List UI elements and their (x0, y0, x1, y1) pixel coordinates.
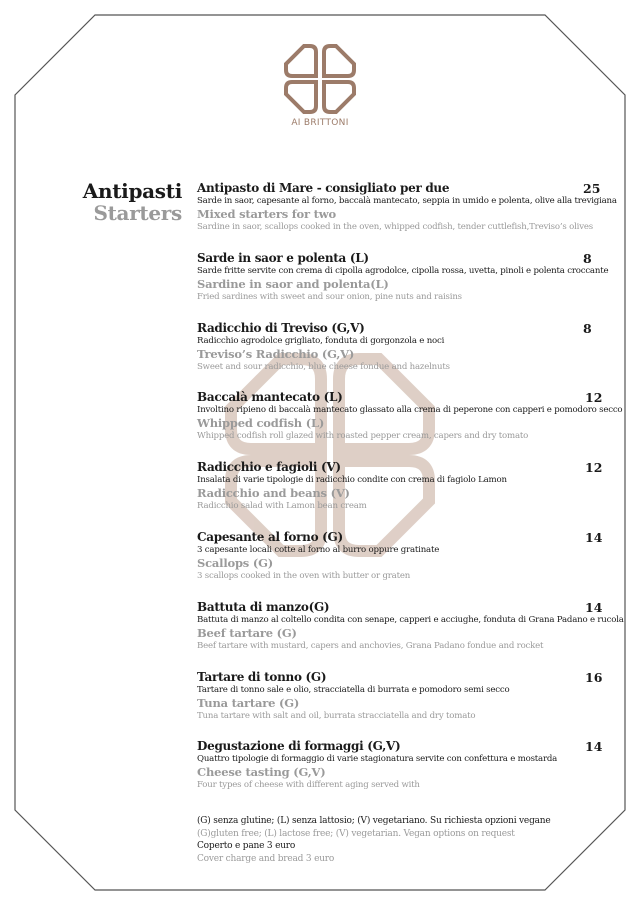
item-name: Sarde in saor e polenta (L) (197, 250, 369, 265)
item-price: 25 (583, 181, 601, 196)
item-description: Quattro tipologie di formaggio di varie stagionatura servite con confettura e mostarda (197, 754, 558, 765)
item-name-en: Cheese tasting (G,V) (197, 765, 326, 780)
item-price: 8 (583, 320, 592, 336)
item-price: 14 (585, 529, 603, 545)
item-description: Battuta di manzo al coltello condita con senape, capperi e acciughe, fonduta di Grana Padano e rucola (197, 614, 624, 625)
cover-charge-en: Cover charge and bread 3 euro (197, 854, 335, 865)
item-name: Tartare di tonno (G) (197, 669, 327, 684)
item-name-en: Radicchio and beans (V) (197, 486, 350, 501)
item-name-en: Whipped codfish (L) (197, 416, 325, 431)
item-price: 12 (585, 390, 603, 406)
item-description-en: 3 scallops cooked in the oven with butter or graten (197, 570, 411, 581)
allergens-it: (G) senza glutine; (L) senza lattosio; (V) vegetariano. Su richiesta opzioni vegane (197, 816, 551, 826)
menu-item (197, 530, 603, 600)
logo-mark-icon (280, 40, 360, 116)
item-description-en: Sweet and sour radicchio, blue cheese fondue and hazelnuts (197, 361, 450, 372)
item-name-en: Beef tartare (G) (197, 625, 297, 640)
cover-charge-it: Coperto e pane 3 euro (197, 841, 296, 852)
item-name-en: Scallops (G) (197, 555, 273, 570)
allergen-legend (197, 815, 551, 866)
menu-item (197, 670, 603, 740)
item-price: 12 (585, 460, 603, 476)
item-description: Involtino ripieno di baccalà mantecato glassato alla crema di peperone con capperi e pomodoro secco (197, 405, 623, 416)
brand-logo (280, 40, 360, 135)
item-description: Sarde fritte servite con crema di cipolla agrodolce, cipolla rossa, uvetta, pinoli e polenta croccante (197, 265, 609, 276)
menu-item (197, 739, 603, 809)
item-description-en: Sardine in saor, scallops cooked in the oven, whipped codfish, tender cuttlefish,Treviso’s olives (197, 222, 593, 232)
section-title-it: Antipasti (82, 179, 182, 203)
item-description-en: Tuna tartare with salt and oil, burrata stracciatella and dry tomato (197, 710, 476, 721)
section-heading (83, 180, 182, 224)
item-description-en: Whipped codfish roll glazed with roasted pepper cream, capers and dry tomato (197, 431, 529, 442)
item-description-en: Radicchio salad with Lamon bean cream (197, 501, 367, 512)
item-description: 3 capesante locali cotte al forno al burro oppure gratinate (197, 544, 440, 555)
section-title-en: Starters (93, 201, 182, 225)
item-description: Sarde in saor, capesante al forno, baccalà mantecato, seppia in umido e polenta, olive alla trevigiana (197, 196, 617, 206)
item-price: 8 (583, 250, 592, 266)
item-name-en: Sardine in saor and polenta(L) (197, 276, 389, 291)
item-name-en: Mixed starters for two (197, 207, 336, 221)
item-name: Radicchio e fagioli (V) (197, 460, 341, 475)
menu-item (197, 250, 609, 321)
item-name: Radicchio di Treviso (G,V) (197, 320, 365, 335)
allergens-en: (G)gluten free; (L) lactose free; (V) vegetarian. Vegan options on request (197, 828, 515, 839)
item-description: Radicchio agrodolce grigliato, fonduta di gorgonzola e noci (197, 335, 445, 346)
item-price: 14 (585, 599, 603, 615)
item-description-en: Fried sardines with sweet and sour onion, pine nuts and raisins (197, 291, 462, 302)
item-description-en: Beef tartare with mustard, capers and anchovies, Grana Padano fondue and rocket (197, 640, 544, 651)
item-name-en: Tuna tartare (G) (197, 695, 300, 710)
item-name: Baccalà mantecato (L) (197, 390, 343, 405)
brand-name: AI BRITTONI (291, 118, 349, 128)
menu-item (197, 599, 624, 670)
item-description: Insalata di varie tipologie di radicchio condite con crema di fagiolo Lamon (197, 475, 507, 486)
menu-item (197, 390, 623, 460)
item-price: 16 (585, 669, 603, 685)
menu-item (197, 321, 603, 391)
item-name: Capesante al forno (G) (197, 529, 343, 544)
item-name: Antipasto di Mare - consigliato per due (197, 181, 450, 195)
menu-items (197, 181, 624, 809)
item-name: Battuta di manzo(G) (197, 599, 330, 614)
menu-item (197, 181, 617, 251)
item-description: Tartare di tonno sale e olio, stracciatella di burrata e pomodoro semi secco (197, 684, 510, 695)
item-name-en: Treviso’s Radicchio (G,V) (197, 346, 355, 361)
menu-item (197, 460, 603, 530)
item-price: 14 (585, 739, 603, 755)
item-description-en: Four types of cheese with different aging served with (197, 780, 420, 791)
item-name: Degustazione di formaggi (G,V) (197, 739, 401, 754)
